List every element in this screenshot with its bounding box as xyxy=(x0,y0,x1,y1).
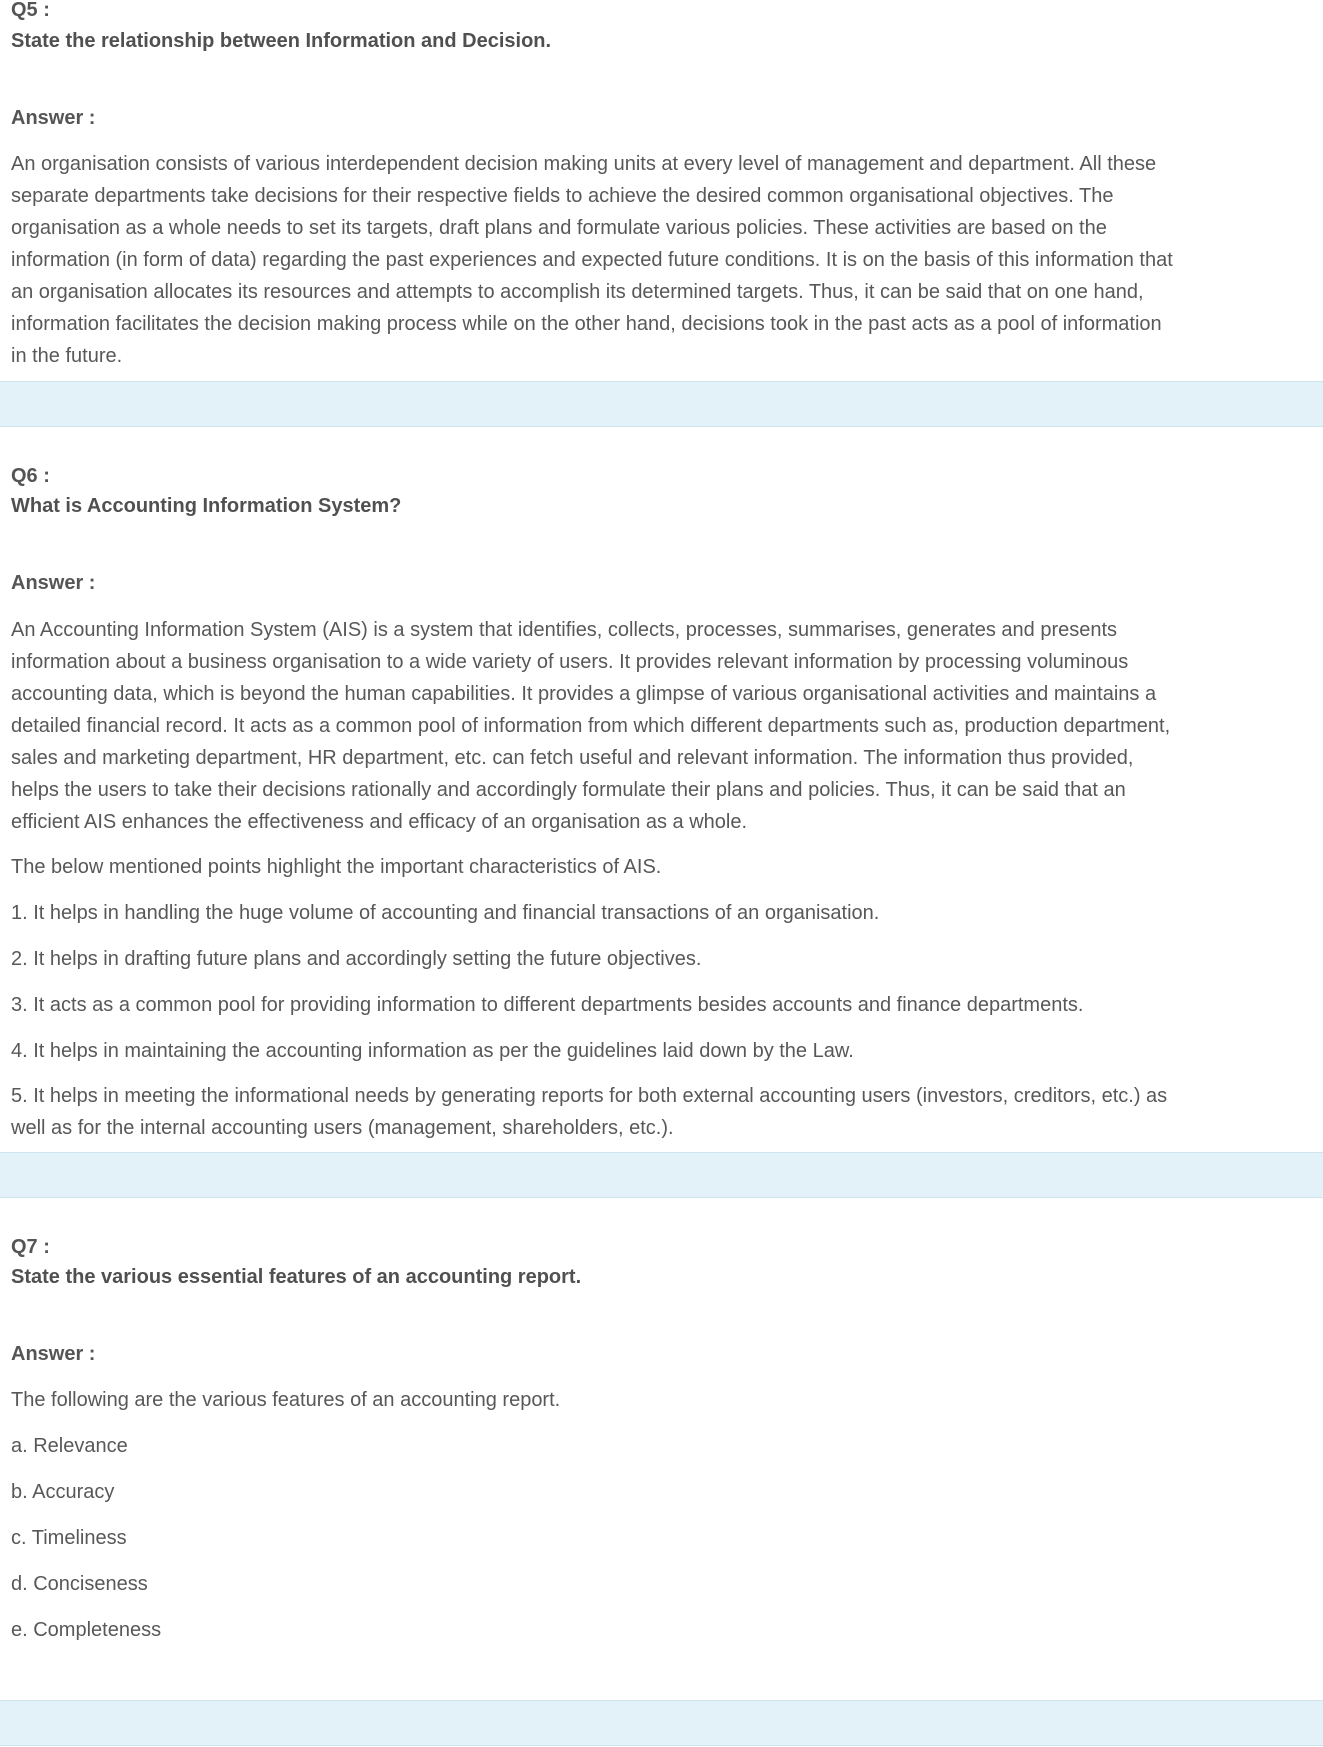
list-item: 2. It helps in drafting future plans and accordingly setting the future objectives. xyxy=(11,948,702,970)
answer-line: information facilitates the decision making process while on the other hand, decisions took in the past acts as a pool of information xyxy=(11,313,1162,335)
answer-line: accounting data, which is beyond the human capabilities. It provides a glimpse of various organisational activities and maintains a xyxy=(11,683,1157,705)
answer-line: an organisation allocates its resources and attempts to accomplish its determined targets. Thus, it can be said that on one hand, xyxy=(11,281,1144,303)
list-item-line: 5. It helps in meeting the informational needs by generating reports for both external accounting users (investors, creditors, etc.) as xyxy=(11,1085,1168,1107)
question-text: State the various essential features of an accounting report. xyxy=(11,1266,582,1288)
question-number: Q6 : xyxy=(11,465,50,487)
features-intro: The following are the various features of an accounting report. xyxy=(11,1389,561,1411)
list-item: c. Timeliness xyxy=(11,1527,127,1549)
answer-label: Answer : xyxy=(11,572,96,594)
list-item: e. Completeness xyxy=(11,1619,162,1641)
answer-line: sales and marketing department, HR department, etc. can fetch useful and relevant information. The information thus provided, xyxy=(11,747,1134,769)
list-item: 1. It helps in handling the huge volume of accounting and financial transactions of an organisation. xyxy=(11,902,880,924)
answer-line: separate departments take decisions for their respective fields to achieve the desired common organisational objectives. The xyxy=(11,185,1114,207)
answer-label: Answer : xyxy=(11,107,96,129)
answer-line: An Accounting Information System (AIS) is a system that identifies, collects, processes, summarises, generates and presents xyxy=(11,619,1118,641)
list-item xyxy=(11,1080,1311,1144)
section-separator xyxy=(0,1152,1323,1198)
answer-paragraph xyxy=(11,614,1311,838)
answer-line: efficient AIS enhances the effectiveness and efficacy of an organisation as a whole. xyxy=(11,811,748,833)
question-number: Q7 : xyxy=(11,1236,50,1258)
list-item: b. Accuracy xyxy=(11,1481,115,1503)
answer-paragraph xyxy=(11,148,1311,372)
list-item: 3. It acts as a common pool for providing information to different departments besides accounts and finance departments. xyxy=(11,994,1084,1016)
answer-line: An organisation consists of various interdependent decision making units at every level of management and department. All these xyxy=(11,153,1157,175)
answer-line: helps the users to take their decisions rationally and accordingly formulate their plans and policies. Thus, it can be said that an xyxy=(11,779,1126,801)
answer-line: organisation as a whole needs to set its targets, draft plans and formulate various policies. These activities are based on the xyxy=(11,217,1107,239)
question-text: State the relationship between Information and Decision. xyxy=(11,30,552,52)
list-item: 4. It helps in maintaining the accounting information as per the guidelines laid down by the Law. xyxy=(11,1040,854,1062)
list-item: a. Relevance xyxy=(11,1435,128,1457)
question-number: Q5 : xyxy=(11,0,50,21)
answer-line: information about a business organisation to a wide variety of users. It provides relevant information by processing voluminous xyxy=(11,651,1129,673)
answer-line: information (in form of data) regarding the past experiences and expected future conditions. It is on the basis of this information that xyxy=(11,249,1173,271)
list-item-line: well as for the internal accounting users (management, shareholders, etc.). xyxy=(11,1117,674,1139)
answer-label: Answer : xyxy=(11,1343,96,1365)
section-separator xyxy=(0,1700,1323,1746)
list-item: d. Conciseness xyxy=(11,1573,148,1595)
answer-line: in the future. xyxy=(11,345,123,367)
answer-line: detailed financial record. It acts as a common pool of information from which different departments such as, production department, xyxy=(11,715,1171,737)
question-text: What is Accounting Information System? xyxy=(11,495,402,517)
section-separator xyxy=(0,381,1323,427)
characteristics-intro: The below mentioned points highlight the important characteristics of AIS. xyxy=(11,856,662,878)
